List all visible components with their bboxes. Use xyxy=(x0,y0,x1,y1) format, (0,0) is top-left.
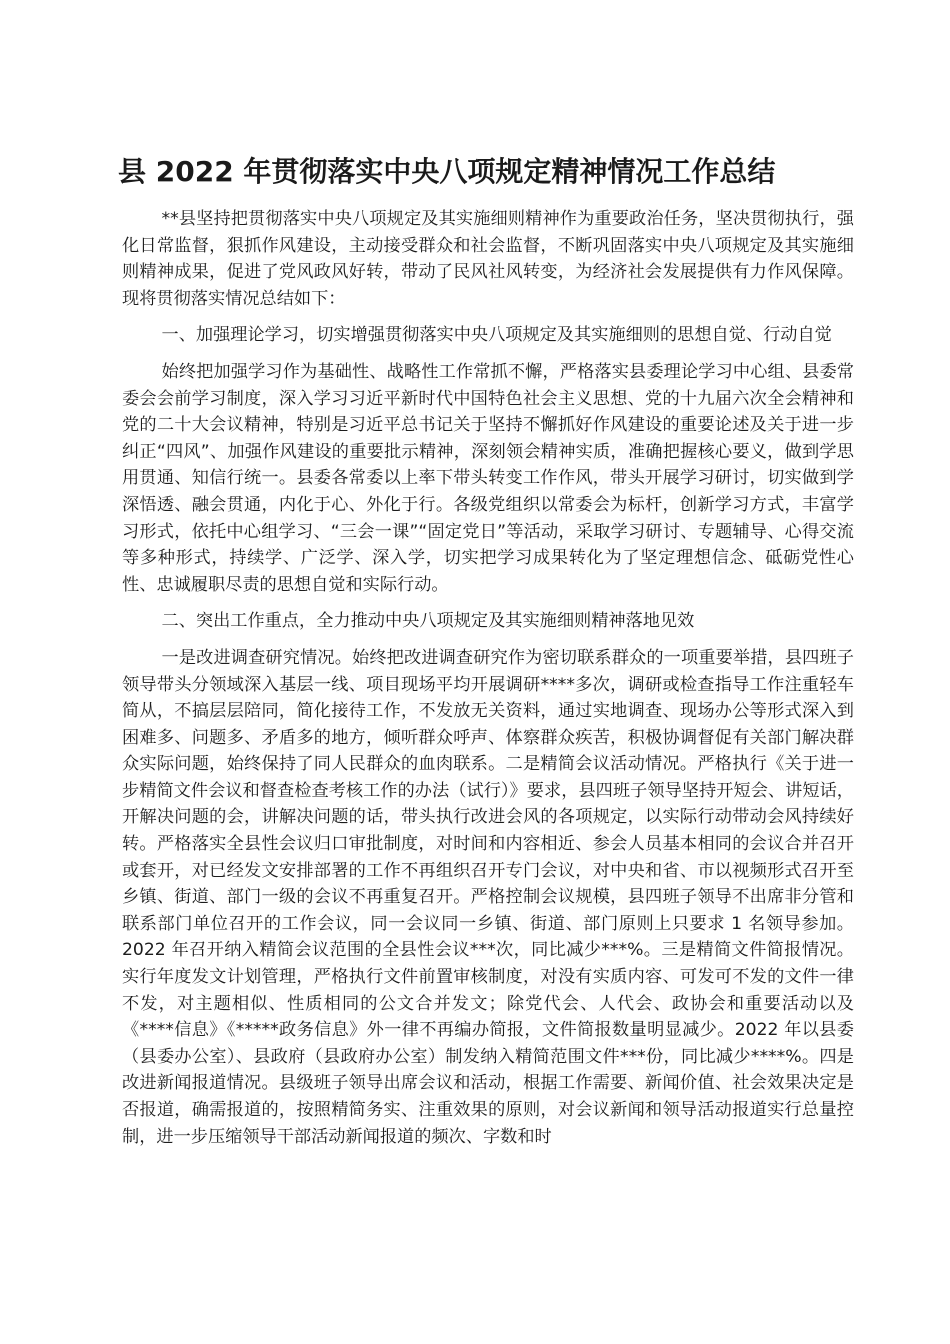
paragraph-key-work: 一是改进调查研究情况。始终把改进调查研究作为密切联系群众的一项重要举措，县四班子领导带头分领域深入基层一线、项目现场平均开展调研****多次，调研或检查指导工作注重轻车简从，不搞层层陪同，简化接待工作，不发放无关资料，通过实地调查、现场办公等形式深入到困难多、问题多、矛盾多的地方，倾听群众呼声、体察群众疾苦，积极协调督促有关部门解决群众实际问题，始终保持了同人民群众的血肉联系。二是精简会议活动情况。严格执行《关于进一步精简文件会议和督查检查考核工作的办法（试行）》要求，县四班子领导坚持开短会、讲短话，开解决问题的会，讲解决问题的话，带头执行改进会风的各项规定，以实际行动带动会风持续好转。严格落实全县性会议归口审批制度，对时间和内容相近、参会人员基本相同的会议合并召开或套开，对已经发文安排部署的工作不再组织召开专门会议，对中央和省、市以视频形式召开至乡镇、街道、部门一级的会议不再重复召开。严格控制会议规模，县四班子领导不出席非分管和联系部门单位召开的工作会议，同一会议同一乡镇、街道、部门原则上只要求 1 名领导参加。2022 年召开纳入精简会议范围的全县性会议***次，同比减少***%。三是精简文件简报情况。实行年度发文计划管理，严格执行文件前置审核制度，对没有实质内容、可发可不发的文件一律不发，对主题相似、性质相同的公文合并发文；除党代会、人代会、政协会和重要活动以及《****信息》《*****政务信息》外一律不再编办简报，文件简报数量明显减少。2022 年以县委（县委办公室）、县政府（县政府办公室）制发纳入精简范围文件***份，同比减少****%。四是改进新闻报道情况。县级班子领导出席会议和活动，根据工作需要、新闻价值、社会效果决定是否报道，确需报道的，按照精简务实、注重效果的原则，对会议新闻和领导活动报道实行总量控制，进一步压缩领导干部活动新闻报道的频次、字数和时 xyxy=(122,647,854,1147)
section-heading-2: 二、突出工作重点，全力推动中央八项规定及其实施细则精神落地见效 xyxy=(161,611,695,632)
document-title: 县 2022 年贯彻落实中央八项规定精神情况工作总结 xyxy=(118,155,776,188)
document-body xyxy=(122,206,854,1160)
section-heading-1: 一、加强理论学习，切实增强贯彻落实中央八项规定及其实施细则的思想自觉、行动自觉 xyxy=(161,325,832,346)
paragraph-study: 始终把加强学习作为基础性、战略性工作常抓不懈，严格落实县委理论学习中心组、县委常委会会前学习制度，深入学习习近平新时代中国特色社会主义思想、党的十九届六次全会精神和党的二十大会议精神，特别是习近平总书记关于坚持不懈抓好作风建设的重要论述及关于进一步纠正“四风”、加强作风建设的重要批示精神，深刻领会精神实质，准确把握核心要义，做到学思用贯通、知信行统一。县委各常委以上率下带头转变工作作风，带头开展学习研讨，切实做到学深悟透、融会贯通，内化于心、外化于行。各级党组织以常委会为标杆，创新学习方式，丰富学习形式，依托中心组学习、“三会一课”“固定党日”等活动，采取学习研讨、专题辅导、心得交流等多种形式，持续学、广泛学、深入学，切实把学习成果转化为了坚定理想信念、砥砺党性心性、忠诚履职尽责的思想自觉和实际行动。 xyxy=(122,361,854,595)
paragraph-intro: **县坚持把贯彻落实中央八项规定及其实施细则精神作为重要政治任务，坚决贯彻执行，强化日常监督，狠抓作风建设，主动接受群众和社会监督，不断巩固落实中央八项规定及其实施细则精神成果，促进了党风政风好转，带动了民风社风转变，为经济社会发展提供有力作风保障。现将贯彻落实情况总结如下： xyxy=(122,209,854,309)
